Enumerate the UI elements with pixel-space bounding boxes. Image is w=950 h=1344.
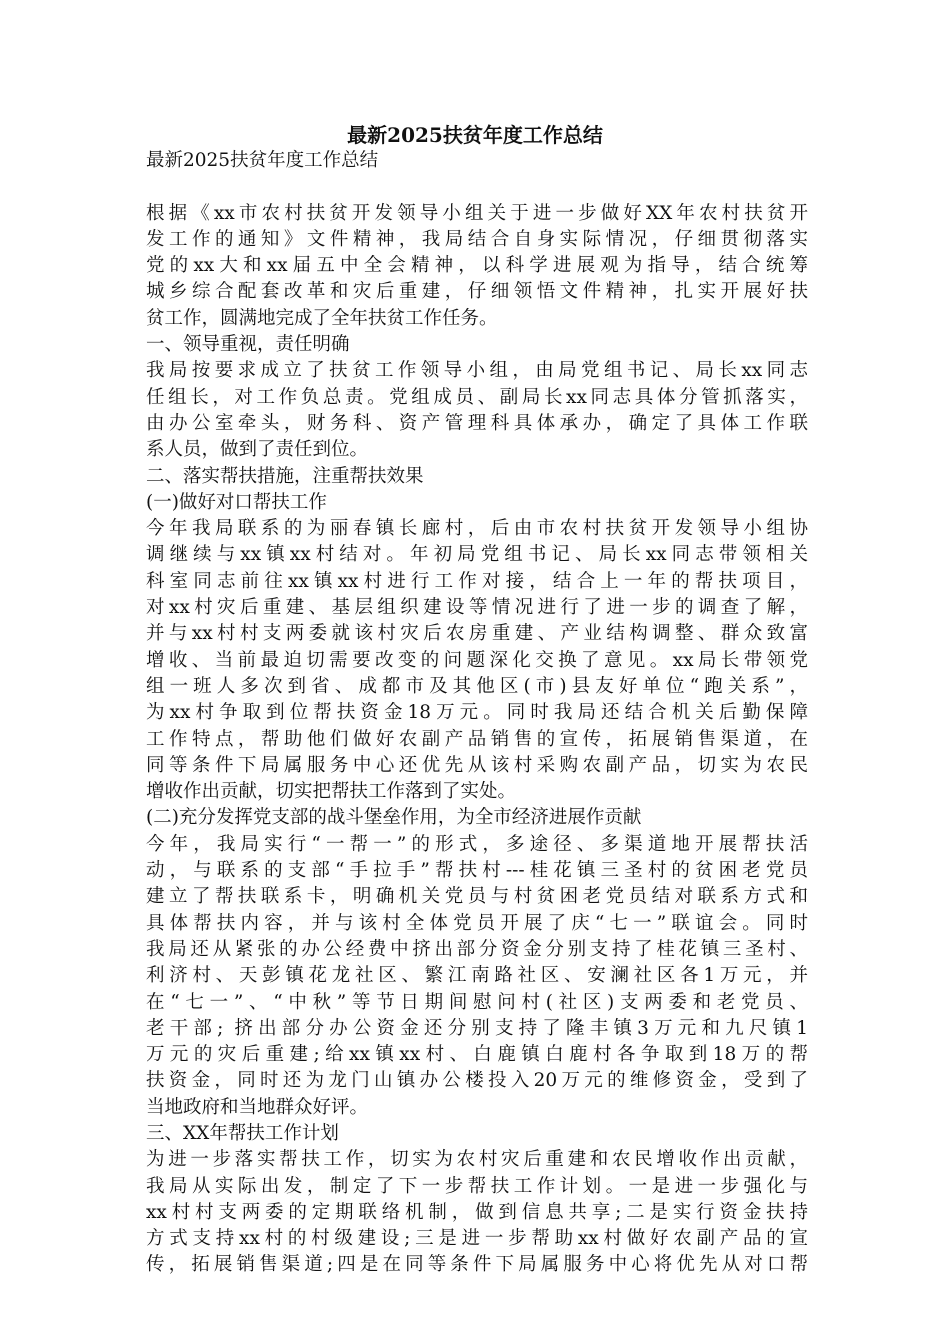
- text-line: 今年我局联系的为丽春镇长廊村，后由市农村扶贫开发领导小组协: [146, 518, 808, 540]
- text-line: xx村村支两委的定期联络机制，做到信息共享;二是实行资金扶持: [146, 1201, 808, 1223]
- text-line: 系人员，做到了责任到位。: [146, 439, 369, 461]
- document-title: 最新2025扶贫年度工作总结: [347, 123, 603, 147]
- text-line: 具体帮扶内容，并与该村全体党员开展了庆“七一”联谊会。同时: [146, 912, 808, 934]
- text-line: 我局从实际出发，制定了下一步帮扶工作计划。一是进一步强化与: [146, 1175, 808, 1197]
- text-line: 我局还从紧张的办公经费中挤出部分资金分别支持了桂花镇三圣村、: [146, 938, 808, 960]
- text-line: 并与xx村村支两委就该村灾后农房重建、产业结构调整、群众致富: [146, 623, 808, 645]
- text-line: 同等条件下局属服务中心还优先从该村采购农副产品，切实为农民: [146, 754, 808, 776]
- text-line: 传，拓展销售渠道;四是在同等条件下局属服务中心将优先从对口帮: [146, 1254, 808, 1276]
- text-line: 今年，我局实行“一帮一”的形式，多途径、多渠道地开展帮扶活: [146, 833, 808, 855]
- text-line: 增收、当前最迫切需要改变的问题深化交换了意见。xx局长带领党: [146, 649, 808, 671]
- text-line: 二、落实帮扶措施，注重帮扶效果: [146, 465, 424, 487]
- text-line: 城乡综合配套改革和灾后重建，仔细领悟文件精神，扎实开展好扶: [146, 281, 808, 303]
- blank-line: [146, 174, 808, 200]
- text-line: 工作特点，帮助他们做好农副产品销售的宣传，拓展销售渠道，在: [146, 728, 808, 750]
- text-line: 党的xx大和xx届五中全会精神，以科学进展观为指导，结合统筹: [146, 255, 808, 277]
- text-line: 发工作的通知》文件精神，我局结合自身实际情况，仔细贯彻落实: [146, 228, 808, 250]
- text-line: 扶资金，同时还为龙门山镇办公楼投入20万元的维修资金，受到了: [146, 1070, 808, 1092]
- text-line: 对xx村灾后重建、基层组织建设等情况进行了进一步的调查了解，: [146, 597, 808, 619]
- text-line: 一、领导重视，责任明确: [146, 334, 350, 356]
- text-line: 任组长，对工作负总责。党组成员、副局长xx同志具体分管抓落实，: [146, 386, 808, 408]
- text-line: (二)充分发挥党支部的战斗堡垒作用，为全市经济进展作贡献: [146, 807, 642, 829]
- text-line: 万元的灾后重建;给xx镇xx村、白鹿镇白鹿村各争取到18万的帮: [146, 1044, 808, 1066]
- text-line: (一)做好对口帮扶工作: [146, 491, 327, 513]
- text-line: 为进一步落实帮扶工作，切实为农村灾后重建和农民增收作出贡献，: [146, 1149, 808, 1171]
- text-line: 科室同志前往xx镇xx村进行工作对接，结合上一年的帮扶项目，: [146, 570, 808, 592]
- text-line: 根据《xx市农村扶贫开发领导小组关于进一步做好XX年农村扶贫开: [146, 202, 808, 224]
- text-line: 老干部; 挤出部分办公资金还分别支持了隆丰镇3万元和九尺镇1: [146, 1017, 808, 1039]
- document-body: [146, 148, 808, 1279]
- text-line: 在“七一”、“中秋”等节日期间慰问村(社区)支两委和老党员、: [146, 991, 808, 1013]
- text-line: 我局按要求成立了扶贫工作领导小组，由局党组书记、局长xx同志: [146, 360, 808, 382]
- text-line: 为xx村争取到位帮扶资金18万元。同时我局还结合机关后勤保障: [146, 702, 808, 724]
- text-line: 组一班人多次到省、成都市及其他区(市)县友好单位“跑关系”，: [146, 675, 808, 697]
- text-line: 贫工作，圆满地完成了全年扶贫工作任务。: [146, 307, 498, 329]
- text-line: 方式支持xx村的村级建设;三是进一步帮助xx村做好农副产品的宣: [146, 1228, 808, 1250]
- text-line: 当地政府和当地群众好评。: [146, 1096, 369, 1118]
- text-line: 增收作出贡献，切实把帮扶工作落到了实处。: [146, 781, 517, 803]
- text-line: 三、XX年帮扶工作计划: [146, 1122, 339, 1144]
- text-line: 动，与联系的支部“手拉手”帮扶村---桂花镇三圣村的贫困老党员: [146, 860, 808, 882]
- text-line: 最新2025扶贫年度工作总结: [146, 150, 379, 171]
- text-line: 由办公室牵头，财务科、资产管理科具体承办，确定了具体工作联: [146, 412, 808, 434]
- text-line: 利济村、天彭镇花龙社区、繁江南路社区、安澜社区各1万元，并: [146, 965, 808, 987]
- text-line: 调继续与xx镇xx村结对。年初局党组书记、局长xx同志带领相关: [146, 544, 808, 566]
- text-line: 建立了帮扶联系卡，明确机关党员与村贫困老党员结对联系方式和: [146, 886, 808, 908]
